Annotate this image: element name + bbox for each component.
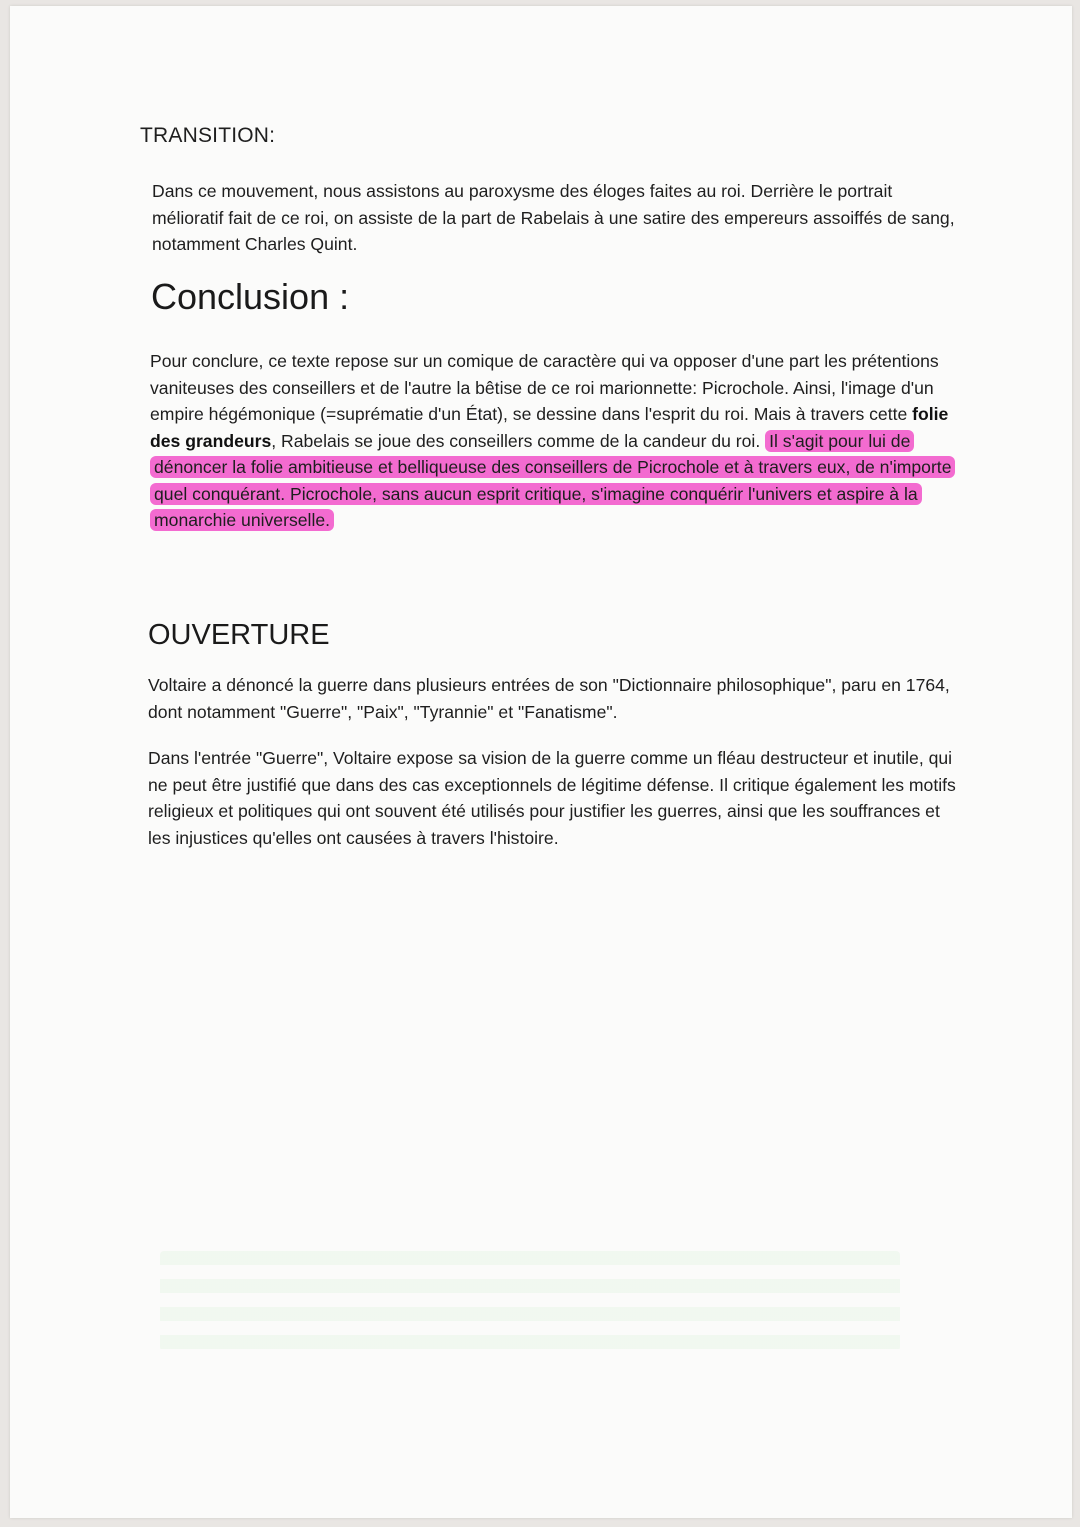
- transition-section: [152, 178, 958, 258]
- ouverture-paragraph-2: Dans l'entrée "Guerre", Voltaire expose sa vision de la guerre comme un fléau destructeur et inutile, qui ne peut être justifié que dans des cas exceptionnels de légitime défense. Il critique également les motifs religieux et politiques qui ont souvent été utilisés pour justifier les guerres, ainsi que les souffrances et les injustices qu'elles ont causées à travers l'histoire.: [148, 748, 956, 848]
- highlighted-passage: Il s'agit pour lui de dénoncer la folie ambitieuse et belliqueuse des conseillers de Picrochole et à travers eux, de n'importe quel conquérant. Picrochole, sans aucun esprit critique, s'imagine conquérir l'univers et aspire à la monarchie universelle.: [150, 430, 955, 532]
- conclusion-heading: Conclusion :: [151, 276, 350, 317]
- ouverture-heading: OUVERTURE: [148, 619, 330, 651]
- show-through-smudge: [160, 1251, 900, 1351]
- transition-paragraph: Dans ce mouvement, nous assistons au paroxysme des éloges faites au roi. Derrière le portrait mélioratif fait de ce roi, on assiste de la part de Rabelais à une satire des empereurs assoiffés de sang, notamment Charles Quint.: [152, 181, 955, 254]
- conclusion-text-part2: , Rabelais se joue des conseillers comme de la candeur du roi.: [271, 430, 766, 451]
- ouverture-section: [148, 672, 958, 725]
- conclusion-bold-phrase: folie des grandeurs: [150, 404, 949, 451]
- conclusion-text-part1: Pour conclure, ce texte repose sur un comique de caractère qui va opposer d'une part les prétentions vaniteuses des conseillers et de l'autre la bêtise de ce roi marionnette: Picrochole. Ainsi, l'image d'un empire hégémonique (=suprématie d'un État), se dessine dans l'esprit du roi. Mais à travers cette: [150, 351, 939, 424]
- document-page: [10, 6, 1072, 1518]
- ouverture-paragraph-1: Voltaire a dénoncé la guerre dans plusieurs entrées de son "Dictionnaire philosophique", paru en 1764, dont notamment "Guerre", "Paix", "Tyrannie" et "Fanatisme".: [148, 675, 950, 722]
- conclusion-section: [150, 348, 958, 534]
- conclusion-paragraph: [150, 348, 958, 534]
- ouverture-section-2: [148, 745, 958, 851]
- transition-label: TRANSITION:: [140, 124, 276, 147]
